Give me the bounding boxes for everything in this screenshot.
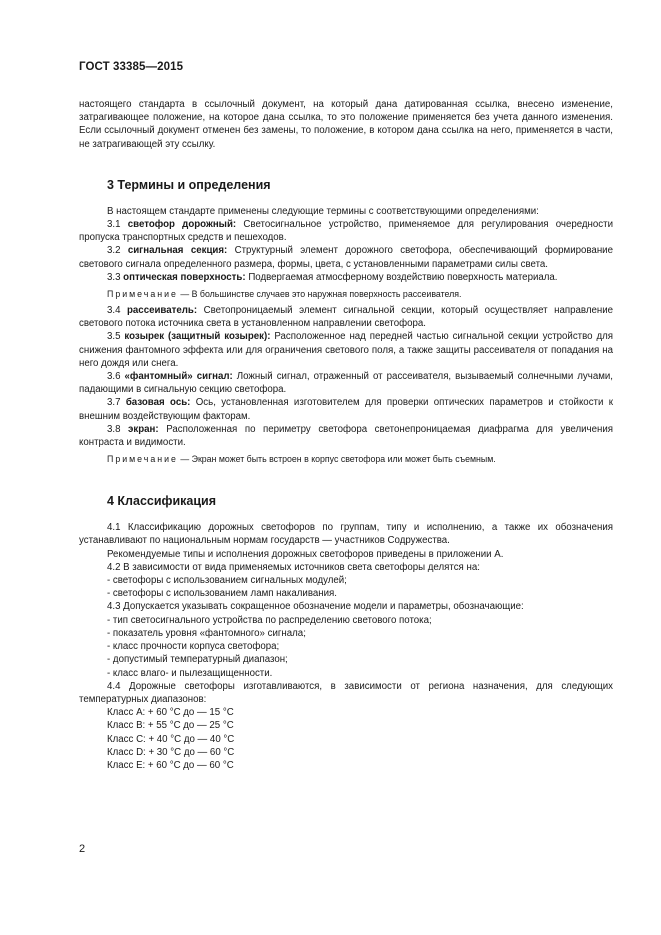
note-label: Примечание: [107, 289, 178, 300]
document-body: [79, 98, 613, 772]
temperature-class: Класс С: + 40 °С до — 40 °С: [107, 733, 235, 745]
term-3-6: 3.6 «фантомный» сигнал: Ложный сигнал, отраженный от рассеивателя, вызываемый солнечными лучами, падающими в сигнальную секцию светофора.: [79, 371, 613, 396]
term-3-5: 3.5 козырек (защитный козырек): Расположенное над передней частью сигнальной секции устройство для снижения фантомного эффекта или для ограничения светового поля, а также защиты рассеивателя от попадания на него дождя или снега.: [79, 331, 613, 369]
term-3-3: 3.3 оптическая поверхность: Подвергаемая атмосферному воздействию поверхность материала.: [107, 271, 558, 283]
term-3-2: 3.2 сигнальная секция: Структурный элемент дорожного светофора, обеспечивающий формирование светового сигнала определенного размера, формы, цвета, с установленными параметрами силы света.: [79, 245, 613, 270]
note-label: Примечание: [107, 454, 178, 465]
term-name: рассеиватель:: [127, 305, 198, 317]
section-4-title: 4 Классификация: [107, 494, 217, 509]
term-name: оптическая поверхность:: [123, 271, 246, 283]
temperature-class: Класс А: + 60 °С до — 15 °С: [107, 707, 234, 719]
paragraph-4-1: 4.1 Классификацию дорожных светофоров по группам, типу и исполнению, а также их обозначения устанавливают по национальным нормам государств — участников Содружества.: [79, 522, 613, 547]
section-3-lead: В настоящем стандарте применены следующие термины с соответствующими определениями:: [107, 205, 539, 217]
paragraph-4-4: 4.4 Дорожные светофоры изготавливаются, в зависимости от региона назначения, для следующих температурных диапазонов:: [79, 680, 613, 705]
list-item: - светофоры с использованием сигнальных модулей;: [107, 575, 347, 587]
list-item: - класс прочности корпуса светофора;: [107, 641, 280, 653]
list-item: - тип светосигнального устройства по распределению светового потока;: [107, 614, 432, 626]
term-name: светофор дорожный:: [127, 219, 237, 231]
list-item: - светофоры с использованием ламп накаливания.: [107, 588, 337, 600]
term-3-8: 3.8 экран: Расположенная по периметру светофора светонепроницаемая диафрагма для увеличения контраста и видимости.: [79, 423, 613, 449]
term-name: козырек (защитный козырек):: [124, 331, 271, 343]
note-2: Примечание — Экран может быть встроен в корпус светофора или может быть съемным.: [107, 454, 496, 465]
term-name: «фантомный» сигнал:: [124, 371, 233, 383]
term-3-4: 3.4 рассеиватель: Светопроницаемый элемент сигнальной секции, который осуществляет направление светового потока источника света в установленном направлении светофора.: [79, 305, 614, 330]
paragraph-4-2: 4.2 В зависимости от вида применяемых источников света светофоры делятся на:: [107, 561, 480, 573]
term-name: базовая ось:: [125, 397, 191, 409]
temperature-class: Класс D: + 30 °С до — 60 °С: [107, 746, 235, 758]
term-3-1: 3.1 светофор дорожный: Светосигнальное устройство, применяемое для регулирования очередности пропуска транспортных средств и пешеходов.: [79, 219, 613, 244]
term-name: экран:: [128, 423, 159, 435]
temperature-class: Класс Е: + 60 °С до — 60 °С: [107, 759, 234, 771]
note-1: Примечание — В большинстве случаев это наружная поверхность рассеивателя.: [107, 289, 462, 300]
intro-paragraph: настоящего стандарта в ссылочный документ, на который дана датированная ссылка, внесено изменение, затрагивающее положение, на которое дана ссылка, то это положение применяется без учета данного изменения. Если ссылочный документ отменен без замены, то положение, в котором дана ссылка на него, применяется в части, не затрагивающей эту ссылку.: [79, 99, 613, 150]
list-item: - показатель уровня «фантомного» сигнала;: [107, 627, 306, 639]
paragraph-4-3: 4.3 Допускается указывать сокращенное обозначение модели и параметры, обозначающие:: [107, 601, 524, 613]
list-item: - допустимый температурный диапазон;: [107, 654, 288, 666]
section-3-title: 3 Термины и определения: [107, 177, 271, 192]
document-code-header: ГОСТ 33385—2015: [79, 61, 184, 73]
list-item: - класс влаго- и пылезащищенности.: [107, 667, 273, 679]
temperature-class: Класс В: + 55 °С до — 25 °С: [107, 720, 234, 732]
term-name: сигнальная секция:: [127, 245, 228, 257]
page-number: 2: [79, 843, 86, 855]
paragraph-4-1-annex: Рекомендуемые типы и исполнения дорожных светофоров приведены в приложении А.: [107, 548, 504, 560]
term-3-7: 3.7 базовая ось: Ось, установленная изготовителем для проверки оптических параметров и стойкости к внешним воздействующим факторам.: [79, 397, 613, 422]
